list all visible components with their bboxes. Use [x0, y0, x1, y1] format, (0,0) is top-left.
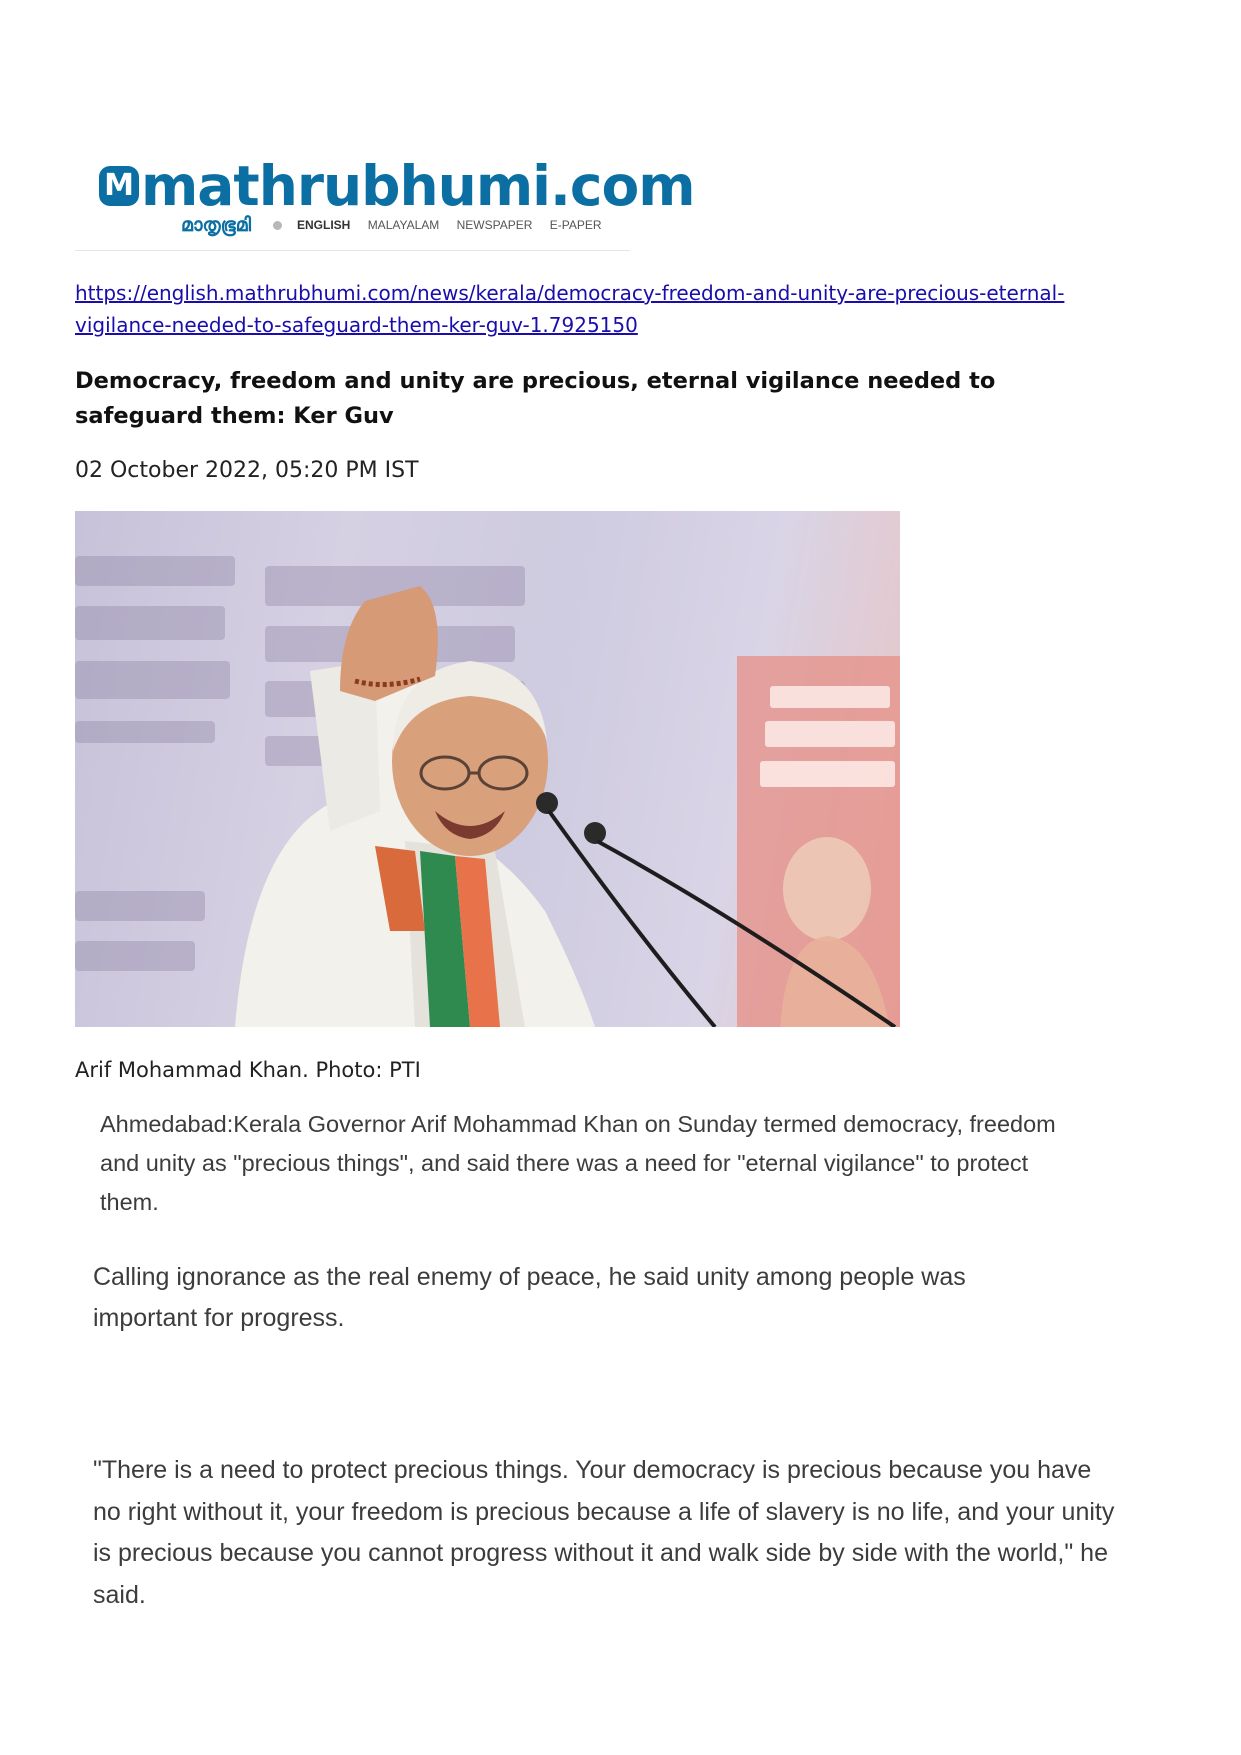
nav-newspaper[interactable]: NEWSPAPER — [456, 218, 533, 232]
article-photo — [75, 511, 900, 1027]
site-logo[interactable] — [75, 148, 695, 251]
nav-epaper[interactable]: E-PAPER — [549, 218, 602, 232]
article-paragraph-2: Calling ignorance as the real enemy of peace, he said unity among people was important for progress. — [93, 1263, 966, 1332]
article-paragraph-3: "There is a need to protect precious things. Your democracy is precious because you have no right without it, your freedom is precious because a life of slavery is no life, and your unity is precious because you cannot progress without it and walk side by side with the world," he said. — [93, 1456, 1115, 1609]
logo-nav — [297, 218, 616, 232]
nav-english[interactable]: ENGLISH — [297, 218, 351, 232]
article-paragraph-1: Ahmedabad:Kerala Governor Arif Mohammad Khan on Sunday termed democracy, freedom and unity as "precious things", and said there was a need for "eternal vigilance" to protect them. — [100, 1111, 1056, 1215]
article-headline: Democracy, freedom and unity are precious, eternal vigilance needed to safeguard them: Ker Guv — [75, 368, 996, 429]
article-date: 02 October 2022, 05:20 PM IST — [75, 458, 419, 483]
photo-caption: Arif Mohammad Khan. Photo: PTI — [75, 1058, 421, 1082]
logo-m-badge: M — [99, 166, 139, 206]
logo-separator-dot — [273, 221, 282, 230]
logo-wordmark: mathrubhumi.com — [141, 154, 695, 218]
article-url-link[interactable]: https://english.mathrubhumi.com/news/kerala/democracy-freedom-and-unity-are-precious-eternal-vigilance-needed-to-safeguard-them-ker-guv-1.7925150 — [75, 281, 1065, 337]
logo-malayalam-text: മാതൃഭൂമി — [181, 214, 251, 236]
nav-malayalam[interactable]: MALAYALAM — [367, 218, 440, 232]
